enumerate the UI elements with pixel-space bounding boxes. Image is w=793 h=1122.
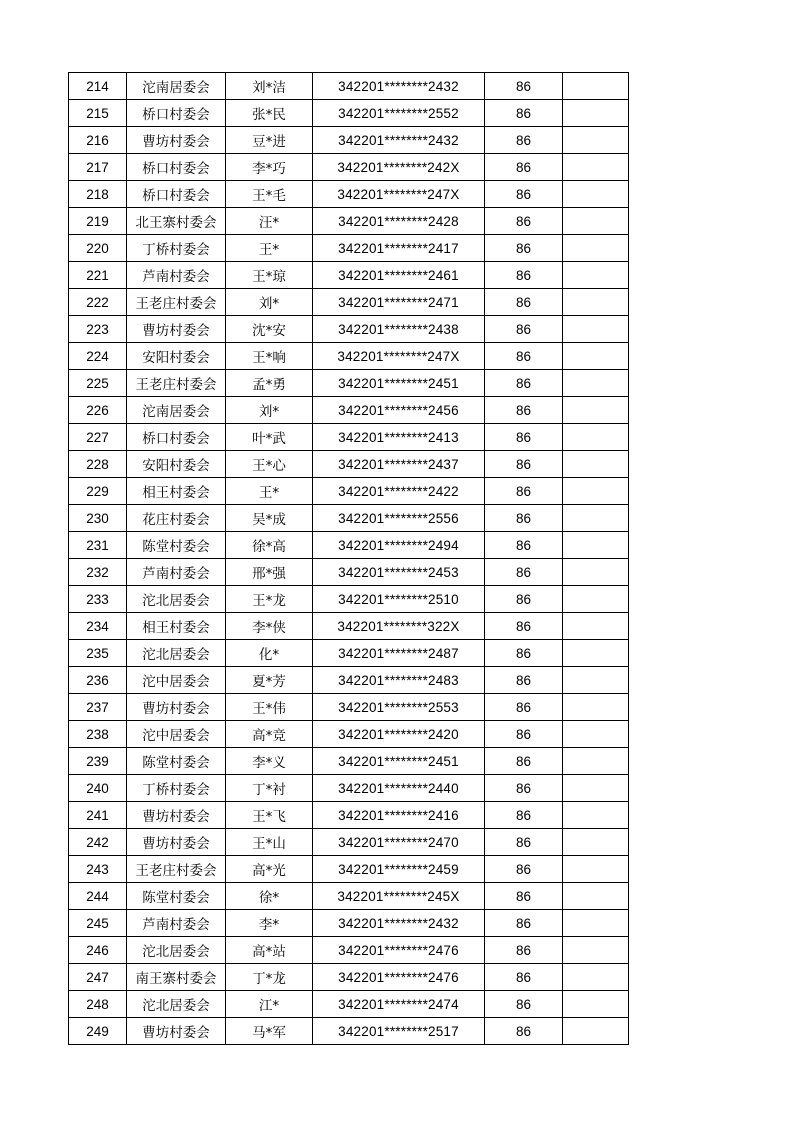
row-number-cell: 240 (69, 775, 127, 802)
note-cell (563, 883, 629, 910)
committee-cell: 沱北居委会 (127, 991, 226, 1018)
row-number-cell: 225 (69, 370, 127, 397)
table-row (69, 532, 629, 559)
note-cell (563, 127, 629, 154)
committee-cell: 安阳村委会 (127, 451, 226, 478)
person-name-cell: 沈*安 (226, 316, 313, 343)
score-cell: 86 (485, 748, 563, 775)
id-number-cell: 342201********2417 (313, 235, 485, 262)
table-row (69, 748, 629, 775)
score-cell: 86 (485, 370, 563, 397)
id-number-cell: 342201********2459 (313, 856, 485, 883)
note-cell (563, 640, 629, 667)
id-number-cell: 342201********322X (313, 613, 485, 640)
row-number-cell: 226 (69, 397, 127, 424)
committee-cell: 陈堂村委会 (127, 883, 226, 910)
id-number-cell: 342201********2432 (313, 910, 485, 937)
score-cell: 86 (485, 910, 563, 937)
committee-cell: 曹坊村委会 (127, 829, 226, 856)
person-name-cell: 王*飞 (226, 802, 313, 829)
note-cell (563, 397, 629, 424)
id-number-cell: 342201********2470 (313, 829, 485, 856)
score-cell: 86 (485, 640, 563, 667)
table-row (69, 208, 629, 235)
person-name-cell: 叶*武 (226, 424, 313, 451)
row-number-cell: 218 (69, 181, 127, 208)
committee-cell: 花庄村委会 (127, 505, 226, 532)
id-number-cell: 342201********2487 (313, 640, 485, 667)
note-cell (563, 235, 629, 262)
score-cell: 86 (485, 343, 563, 370)
score-cell: 86 (485, 424, 563, 451)
row-number-cell: 236 (69, 667, 127, 694)
score-cell: 86 (485, 856, 563, 883)
table-row (69, 586, 629, 613)
note-cell (563, 73, 629, 100)
note-cell (563, 208, 629, 235)
score-cell: 86 (485, 73, 563, 100)
score-cell: 86 (485, 559, 563, 586)
person-name-cell: 刘* (226, 289, 313, 316)
note-cell (563, 289, 629, 316)
row-number-cell: 224 (69, 343, 127, 370)
score-cell: 86 (485, 478, 563, 505)
person-name-cell: 江* (226, 991, 313, 1018)
id-number-cell: 342201********2494 (313, 532, 485, 559)
committee-cell: 沱中居委会 (127, 667, 226, 694)
score-cell: 86 (485, 694, 563, 721)
id-number-cell: 342201********2453 (313, 559, 485, 586)
person-name-cell: 徐* (226, 883, 313, 910)
committee-cell: 沱中居委会 (127, 721, 226, 748)
id-number-cell: 342201********2432 (313, 127, 485, 154)
person-name-cell: 丁*龙 (226, 964, 313, 991)
row-number-cell: 223 (69, 316, 127, 343)
id-number-cell: 342201********2556 (313, 505, 485, 532)
note-cell (563, 775, 629, 802)
committee-cell: 相王村委会 (127, 613, 226, 640)
id-number-cell: 342201********2416 (313, 802, 485, 829)
table-row (69, 910, 629, 937)
committee-cell: 芦南村委会 (127, 559, 226, 586)
score-cell: 86 (485, 289, 563, 316)
table-row (69, 694, 629, 721)
note-cell (563, 748, 629, 775)
score-cell: 86 (485, 991, 563, 1018)
score-cell: 86 (485, 586, 563, 613)
row-number-cell: 246 (69, 937, 127, 964)
note-cell (563, 694, 629, 721)
table-row (69, 73, 629, 100)
committee-cell: 芦南村委会 (127, 910, 226, 937)
table-row (69, 235, 629, 262)
row-number-cell: 230 (69, 505, 127, 532)
note-cell (563, 100, 629, 127)
table-row (69, 127, 629, 154)
committee-cell: 桥口村委会 (127, 424, 226, 451)
person-name-cell: 马*军 (226, 1018, 313, 1045)
row-number-cell: 228 (69, 451, 127, 478)
score-cell: 86 (485, 154, 563, 181)
id-number-cell: 342201********2438 (313, 316, 485, 343)
person-name-cell: 张*民 (226, 100, 313, 127)
note-cell (563, 937, 629, 964)
row-number-cell: 238 (69, 721, 127, 748)
score-cell: 86 (485, 208, 563, 235)
committee-cell: 丁桥村委会 (127, 775, 226, 802)
row-number-cell: 231 (69, 532, 127, 559)
note-cell (563, 505, 629, 532)
person-name-cell: 刘*洁 (226, 73, 313, 100)
id-number-cell: 342201********245X (313, 883, 485, 910)
row-number-cell: 220 (69, 235, 127, 262)
row-number-cell: 227 (69, 424, 127, 451)
id-number-cell: 342201********2437 (313, 451, 485, 478)
note-cell (563, 721, 629, 748)
table-row (69, 856, 629, 883)
row-number-cell: 229 (69, 478, 127, 505)
note-cell (563, 991, 629, 1018)
score-cell: 86 (485, 316, 563, 343)
table-row (69, 451, 629, 478)
note-cell (563, 667, 629, 694)
row-number-cell: 235 (69, 640, 127, 667)
score-cell: 86 (485, 451, 563, 478)
committee-cell: 沱北居委会 (127, 937, 226, 964)
score-cell: 86 (485, 532, 563, 559)
note-cell (563, 262, 629, 289)
table-row (69, 667, 629, 694)
row-number-cell: 249 (69, 1018, 127, 1045)
score-cell: 86 (485, 829, 563, 856)
score-cell: 86 (485, 235, 563, 262)
person-name-cell: 化* (226, 640, 313, 667)
person-name-cell: 徐*高 (226, 532, 313, 559)
note-cell (563, 856, 629, 883)
table-row (69, 289, 629, 316)
person-name-cell: 高*竞 (226, 721, 313, 748)
id-number-cell: 342201********2553 (313, 694, 485, 721)
id-number-cell: 342201********2476 (313, 937, 485, 964)
id-number-cell: 342201********2422 (313, 478, 485, 505)
table-row (69, 802, 629, 829)
committee-cell: 北王寨村委会 (127, 208, 226, 235)
score-cell: 86 (485, 262, 563, 289)
score-cell: 86 (485, 667, 563, 694)
note-cell (563, 424, 629, 451)
person-name-cell: 李*侠 (226, 613, 313, 640)
person-name-cell: 高*站 (226, 937, 313, 964)
note-cell (563, 586, 629, 613)
committee-cell: 桥口村委会 (127, 181, 226, 208)
score-cell: 86 (485, 721, 563, 748)
row-number-cell: 248 (69, 991, 127, 1018)
person-name-cell: 邢*强 (226, 559, 313, 586)
id-number-cell: 342201********2451 (313, 370, 485, 397)
note-cell (563, 451, 629, 478)
score-cell: 86 (485, 397, 563, 424)
person-name-cell: 王*琼 (226, 262, 313, 289)
person-name-cell: 刘* (226, 397, 313, 424)
person-name-cell: 高*光 (226, 856, 313, 883)
score-cell: 86 (485, 802, 563, 829)
committee-cell: 王老庄村委会 (127, 370, 226, 397)
row-number-cell: 239 (69, 748, 127, 775)
person-name-cell: 李*巧 (226, 154, 313, 181)
committee-cell: 沱北居委会 (127, 586, 226, 613)
row-number-cell: 219 (69, 208, 127, 235)
score-cell: 86 (485, 181, 563, 208)
committee-cell: 陈堂村委会 (127, 532, 226, 559)
note-cell (563, 910, 629, 937)
person-name-cell: 李* (226, 910, 313, 937)
score-cell: 86 (485, 613, 563, 640)
table-row (69, 262, 629, 289)
note-cell (563, 1018, 629, 1045)
note-cell (563, 802, 629, 829)
score-cell: 86 (485, 883, 563, 910)
table-row (69, 829, 629, 856)
id-number-cell: 342201********2413 (313, 424, 485, 451)
person-name-cell: 王* (226, 235, 313, 262)
committee-cell: 曹坊村委会 (127, 1018, 226, 1045)
table-row (69, 775, 629, 802)
id-number-cell: 342201********2476 (313, 964, 485, 991)
score-cell: 86 (485, 964, 563, 991)
id-number-cell: 342201********2440 (313, 775, 485, 802)
committee-cell: 桥口村委会 (127, 154, 226, 181)
row-number-cell: 242 (69, 829, 127, 856)
committee-cell: 曹坊村委会 (127, 802, 226, 829)
committee-cell: 王老庄村委会 (127, 856, 226, 883)
row-number-cell: 216 (69, 127, 127, 154)
row-number-cell: 247 (69, 964, 127, 991)
table-row (69, 937, 629, 964)
id-number-cell: 342201********242X (313, 154, 485, 181)
note-cell (563, 316, 629, 343)
score-cell: 86 (485, 775, 563, 802)
committee-cell: 沱南居委会 (127, 397, 226, 424)
row-number-cell: 232 (69, 559, 127, 586)
table-row (69, 964, 629, 991)
person-name-cell: 丁*衬 (226, 775, 313, 802)
table-row (69, 505, 629, 532)
table-row (69, 640, 629, 667)
id-number-cell: 342201********2456 (313, 397, 485, 424)
committee-cell: 曹坊村委会 (127, 694, 226, 721)
person-name-cell: 李*义 (226, 748, 313, 775)
row-number-cell: 234 (69, 613, 127, 640)
table-row (69, 424, 629, 451)
note-cell (563, 343, 629, 370)
table-row (69, 721, 629, 748)
person-name-cell: 汪* (226, 208, 313, 235)
row-number-cell: 222 (69, 289, 127, 316)
table-row (69, 343, 629, 370)
person-name-cell: 王*心 (226, 451, 313, 478)
person-name-cell: 王*伟 (226, 694, 313, 721)
row-number-cell: 214 (69, 73, 127, 100)
person-name-cell: 王*毛 (226, 181, 313, 208)
id-number-cell: 342201********2451 (313, 748, 485, 775)
score-cell: 86 (485, 127, 563, 154)
row-number-cell: 233 (69, 586, 127, 613)
committee-cell: 曹坊村委会 (127, 127, 226, 154)
person-name-cell: 王*龙 (226, 586, 313, 613)
table-row (69, 316, 629, 343)
table-row (69, 1018, 629, 1045)
id-number-cell: 342201********2461 (313, 262, 485, 289)
table-row (69, 883, 629, 910)
table-row (69, 370, 629, 397)
committee-cell: 丁桥村委会 (127, 235, 226, 262)
row-number-cell: 217 (69, 154, 127, 181)
roster-table (68, 72, 629, 1045)
committee-cell: 南王寨村委会 (127, 964, 226, 991)
committee-cell: 沱南居委会 (127, 73, 226, 100)
id-number-cell: 342201********2552 (313, 100, 485, 127)
id-number-cell: 342201********2517 (313, 1018, 485, 1045)
table-row (69, 613, 629, 640)
row-number-cell: 245 (69, 910, 127, 937)
person-name-cell: 王*山 (226, 829, 313, 856)
table-row (69, 181, 629, 208)
person-name-cell: 夏*芳 (226, 667, 313, 694)
score-cell: 86 (485, 100, 563, 127)
person-name-cell: 王* (226, 478, 313, 505)
id-number-cell: 342201********2420 (313, 721, 485, 748)
table-row (69, 991, 629, 1018)
note-cell (563, 613, 629, 640)
table-row (69, 397, 629, 424)
roster-table-body (69, 73, 629, 1045)
row-number-cell: 215 (69, 100, 127, 127)
id-number-cell: 342201********2432 (313, 73, 485, 100)
row-number-cell: 244 (69, 883, 127, 910)
person-name-cell: 豆*进 (226, 127, 313, 154)
score-cell: 86 (485, 1018, 563, 1045)
committee-cell: 安阳村委会 (127, 343, 226, 370)
note-cell (563, 154, 629, 181)
committee-cell: 相王村委会 (127, 478, 226, 505)
id-number-cell: 342201********2483 (313, 667, 485, 694)
score-cell: 86 (485, 505, 563, 532)
id-number-cell: 342201********2474 (313, 991, 485, 1018)
committee-cell: 芦南村委会 (127, 262, 226, 289)
row-number-cell: 243 (69, 856, 127, 883)
id-number-cell: 342201********2428 (313, 208, 485, 235)
committee-cell: 陈堂村委会 (127, 748, 226, 775)
row-number-cell: 241 (69, 802, 127, 829)
committee-cell: 王老庄村委会 (127, 289, 226, 316)
note-cell (563, 829, 629, 856)
id-number-cell: 342201********247X (313, 343, 485, 370)
row-number-cell: 221 (69, 262, 127, 289)
id-number-cell: 342201********2471 (313, 289, 485, 316)
committee-cell: 桥口村委会 (127, 100, 226, 127)
table-row (69, 559, 629, 586)
person-name-cell: 孟*勇 (226, 370, 313, 397)
table-row (69, 154, 629, 181)
note-cell (563, 370, 629, 397)
row-number-cell: 237 (69, 694, 127, 721)
note-cell (563, 964, 629, 991)
table-row (69, 100, 629, 127)
id-number-cell: 342201********247X (313, 181, 485, 208)
note-cell (563, 532, 629, 559)
note-cell (563, 181, 629, 208)
note-cell (563, 478, 629, 505)
committee-cell: 曹坊村委会 (127, 316, 226, 343)
id-number-cell: 342201********2510 (313, 586, 485, 613)
note-cell (563, 559, 629, 586)
committee-cell: 沱北居委会 (127, 640, 226, 667)
score-cell: 86 (485, 937, 563, 964)
table-row (69, 478, 629, 505)
person-name-cell: 王*响 (226, 343, 313, 370)
person-name-cell: 吴*成 (226, 505, 313, 532)
